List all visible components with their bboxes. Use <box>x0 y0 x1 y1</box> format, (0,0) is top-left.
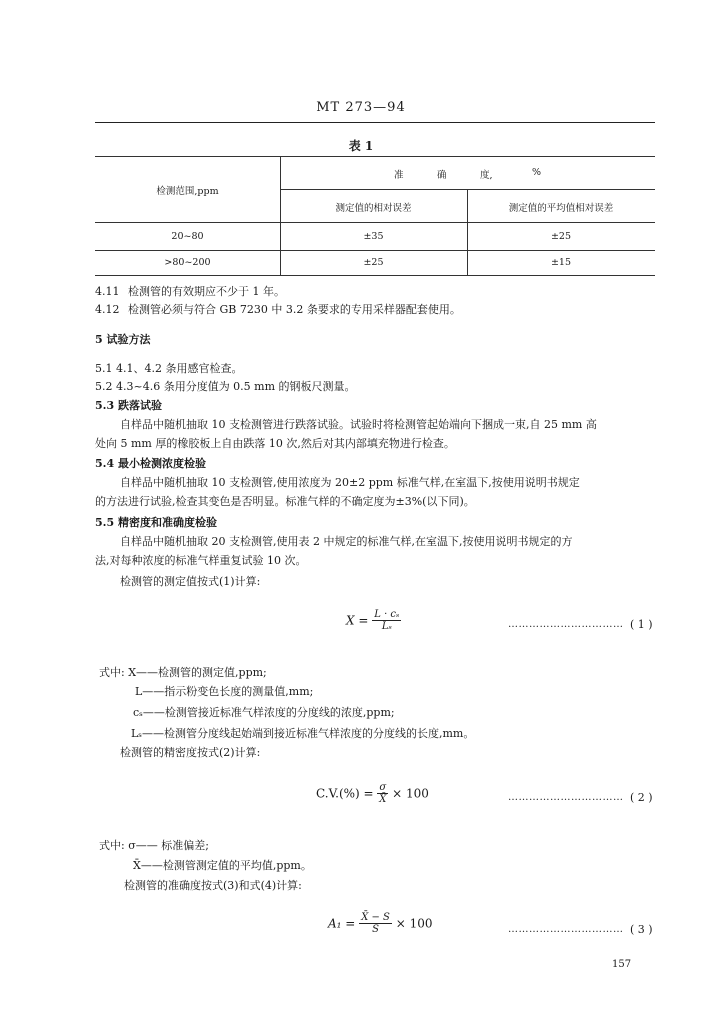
clause-num: 4.11 <box>95 285 120 298</box>
clause-5-3-title: 5.3 跌落试验 <box>95 399 162 412</box>
table-caption: 表 1 <box>348 139 374 153</box>
clause-text: 检测管必须与符合 GB 7230 中 3.2 条要求的专用采样器配套使用。 <box>128 303 461 316</box>
clause-num: 4.12 <box>95 303 120 316</box>
eq1-denominator: Lₛ <box>381 621 392 632</box>
section-5-title: 5 试验方法 <box>95 333 151 346</box>
where2-line-3: 检测管的准确度按式(3)和式(4)计算: <box>124 879 302 892</box>
header-rule <box>95 122 655 123</box>
where2-lead: 式中: σ—— 标准偏差; <box>99 839 209 852</box>
eq1-fraction <box>372 609 401 632</box>
table-col1-header: 测定值的相对误差 <box>335 203 412 214</box>
table-top-border <box>95 156 655 157</box>
clause-5-1: 5.1 4.1、4.2 条用感官检查。 <box>95 362 243 375</box>
clause-5-3-line-2: 处向 5 mm 厚的橡胶板上自由跌落 10 次,然后对其内部填充物进行检查。 <box>95 437 455 450</box>
where2-line-2: X̄——检测管测定值的平均值,ppm。 <box>133 859 312 872</box>
equation-2 <box>316 782 429 805</box>
eq3-tag: ( 3 ) <box>630 923 653 936</box>
table-col2-header: 测定值的平均值相对误差 <box>508 203 614 214</box>
where1-line-2: L——指示粉变色长度的测量值,mm; <box>135 685 314 698</box>
clause-5-5-line-3: 检测管的测定值按式(1)计算: <box>120 575 261 588</box>
clause-5-5-line-2: 法,对每种浓度的标准气样重复试验 10 次。 <box>95 554 307 567</box>
table-header-bottom-border <box>95 222 655 223</box>
eq2-rhs: × 100 <box>392 786 429 801</box>
table-row-c2: ±25 <box>550 231 572 242</box>
eq1-tag: ( 1 ) <box>630 618 653 631</box>
eq2-fraction <box>377 782 388 805</box>
table-row-c2: ±15 <box>550 257 572 268</box>
table-range-header: 检测范围,ppm <box>156 186 219 197</box>
eq1-numerator: L · cₛ <box>374 609 400 620</box>
eq2-lhs: C.V.(%) = <box>316 786 374 801</box>
clause-5-4-title: 5.4 最小检测浓度检验 <box>95 457 206 470</box>
eq3-rhs: × 100 <box>395 916 433 931</box>
accuracy-header-3: 度, <box>480 170 493 181</box>
eq3-leader-dots: …………………………… <box>508 924 624 935</box>
eq2-tag: ( 2 ) <box>630 791 653 804</box>
standard-header: MT 273—94 <box>316 100 406 115</box>
where1-line-5: 检测管的精密度按式(2)计算: <box>120 746 261 759</box>
accuracy-header-1: 准 <box>394 170 404 181</box>
where1-line-3: cₛ——检测管接近标准气样浓度的分度线的浓度,ppm; <box>133 706 395 719</box>
clause-text: 检测管的有效期应不少于 1 年。 <box>128 285 285 298</box>
table-row-c1: ±25 <box>363 257 384 268</box>
eq1-lhs: X = <box>346 613 369 628</box>
eq2-leader-dots: …………………………… <box>508 792 624 803</box>
eq1-leader-dots: …………………………… <box>508 619 624 630</box>
table-bottom-border <box>95 275 655 276</box>
clause-5-5-title: 5.5 精密度和准确度检验 <box>95 516 217 529</box>
clause-5-2: 5.2 4.3~4.6 条用分度值为 0.5 mm 的钢板尺测量。 <box>95 380 356 393</box>
accuracy-header-2: 确 <box>437 170 447 181</box>
eq3-numerator: X̄ − S <box>361 912 390 923</box>
accuracy-header-4: % <box>532 167 542 178</box>
table-row-range: 20~80 <box>171 231 204 242</box>
clause-5-4-line-1: 自样品中随机抽取 10 支检测管,使用浓度为 20±2 ppm 标准气样,在室温下,按使用说明书规定 <box>120 476 580 489</box>
eq3-fraction <box>359 912 392 935</box>
table-row-range: >80~200 <box>164 257 211 268</box>
table-row-divider <box>95 250 655 251</box>
clause-5-3-line-1: 自样品中随机抽取 10 支检测管进行跌落试验。试验时将检测管起始端向下捆成一束,自 25 mm 高 <box>120 418 597 431</box>
page-number: 157 <box>612 959 632 970</box>
table-row-c1: ±35 <box>363 231 384 242</box>
eq2-denominator: X̄ <box>379 794 387 805</box>
equation-3 <box>328 912 433 935</box>
where1-lead: 式中: X——检测管的测定值,ppm; <box>99 666 267 679</box>
clause-5-5-line-1: 自样品中随机抽取 20 支检测管,使用表 2 中规定的标准气样,在室温下,按使用说明书规定的方 <box>120 535 573 548</box>
clause-5-4-line-2: 的方法进行试验,检查其变色是否明显。标准气样的不确定度为±3%(以下同)。 <box>95 495 475 508</box>
eq3-lhs: A₁ = <box>328 916 356 931</box>
eq2-numerator: σ <box>379 782 387 793</box>
equation-1 <box>346 609 401 632</box>
eq3-denominator: S <box>372 924 379 935</box>
where1-line-4: Lₛ——检测管分度线起始端到接近标准气样浓度的分度线的长度,mm。 <box>131 727 475 740</box>
